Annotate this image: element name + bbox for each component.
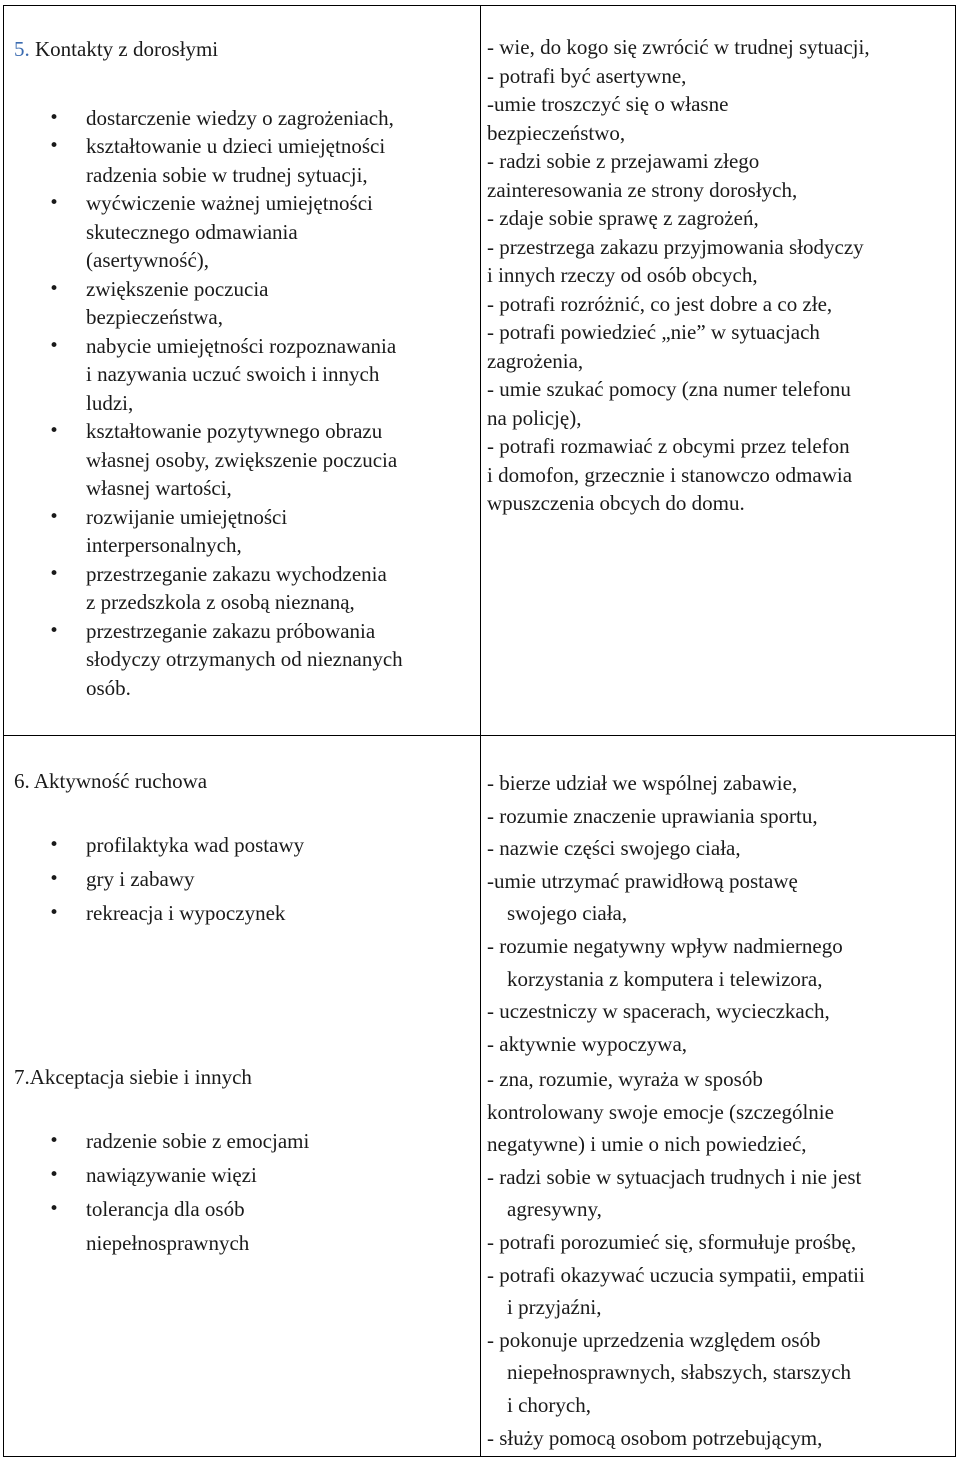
list-item-text: • kształtowanie u dzieci umiejętności: [86, 134, 386, 158]
list-item: [14, 104, 469, 133]
section-7-goal-list: [14, 1124, 469, 1260]
list-item: [14, 332, 469, 418]
outcome-line: zagrożenia,: [487, 348, 584, 373]
list-item-text: • nabycie umiejętności rozpoznawania: [86, 333, 397, 358]
outcome-line: - potrafi porozumieć się, sformułuje prośbę,: [487, 1229, 857, 1254]
list-item-text: • zwiększenie poczucia: [86, 276, 269, 301]
section-6-title: 6. Aktywność ruchowa: [14, 769, 208, 793]
outcome-line: - zdaje sobie sprawę z zagrożeń,: [487, 206, 759, 230]
list-item-text: bezpieczeństwa,: [86, 305, 224, 329]
list-item: [14, 896, 469, 930]
list-item-text: • rozwijanie umiejętności: [86, 504, 288, 529]
outcome-line: negatywne) i umie o nich powiedzieć,: [487, 1132, 807, 1157]
section-7-outcomes: [487, 1063, 949, 1454]
outcome-line: - nazwie części swojego ciała,: [487, 836, 741, 861]
list-item-text: słodyczy otrzymanych od nieznanych: [86, 647, 403, 671]
list-item: [14, 560, 469, 617]
list-item: [14, 417, 469, 503]
section-6-goals: [14, 767, 469, 930]
section-5-goal-list: [14, 104, 469, 703]
list-item: [14, 275, 469, 332]
row-divider: [4, 735, 955, 736]
list-item: [14, 617, 469, 703]
outcome-line: - rozumie znaczenie uprawiania sportu,: [487, 803, 818, 828]
outcome-line: zainteresowania ze strony dorosłych,: [487, 177, 798, 202]
outcome-line: niepełnosprawnych, słabszych, starszych: [507, 1360, 852, 1385]
list-item: [14, 1158, 469, 1192]
outcome-line: i domofon, grzecznie i stanowczo odmawia: [487, 462, 853, 487]
list-item-text: • wyćwiczenie ważnej umiejętności: [86, 191, 373, 215]
outcome-line: agresywny,: [507, 1197, 602, 1222]
outcome-line: - potrafi rozróżnić, co jest dobre a co złe,: [487, 291, 833, 316]
list-item: [14, 1192, 469, 1260]
list-item: [14, 1124, 469, 1158]
outcome-line: - uczestniczy w spacerach, wycieczkach,: [487, 999, 830, 1024]
outcome-line: -umie troszczyć się o własne: [487, 92, 729, 116]
outcome-line: i innych rzeczy od osób obcych,: [487, 263, 758, 287]
list-item: [14, 503, 469, 560]
list-item-text: • tolerancja dla osób: [86, 1196, 245, 1221]
section-5-heading: [14, 35, 469, 64]
section-6-goal-list: [14, 828, 469, 930]
section-5-outcomes: [487, 33, 949, 518]
list-item-text: własnej osoby, zwiększenie poczucia: [86, 447, 398, 472]
list-item-text: • radzenie sobie z emocjami: [86, 1128, 310, 1153]
list-item-text: • nawiązywanie więzi: [86, 1162, 257, 1187]
list-item-text: osób.: [86, 675, 131, 700]
list-item-text: • przestrzeganie zakazu próbowania: [86, 618, 376, 643]
outcome-line: - bierze udział we wspólnej zabawie,: [487, 771, 798, 795]
list-item: [14, 862, 469, 896]
outcome-line: - potrafi być asertywne,: [487, 63, 687, 88]
list-item-text: • kształtowanie pozytywnego obrazu: [86, 419, 383, 443]
outcome-line: swojego ciała,: [507, 901, 628, 926]
outcome-line: - radzi sobie w sytuacjach trudnych i nie jest: [487, 1164, 862, 1189]
section-7-title: 7.Akceptacja siebie i innych: [14, 1065, 252, 1089]
list-item-text: z przedszkola z osobą nieznaną,: [86, 590, 355, 614]
section-5-goals: [14, 35, 469, 702]
section-5-number: 5.: [14, 37, 30, 61]
outcome-line: i przyjaźni,: [507, 1295, 602, 1320]
list-item-text: • dostarczenie wiedzy o zagrożeniach,: [86, 105, 394, 130]
list-item-text: (asertywność),: [86, 248, 210, 272]
outcome-line: - służy pomocą osobom potrzebującym,: [487, 1425, 823, 1450]
outcome-line: - radzi sobie z przejawami złego: [487, 149, 760, 173]
list-item: [14, 828, 469, 862]
outcome-line: wpuszczenia obcych do domu.: [487, 491, 745, 515]
outcome-line: - wie, do kogo się zwrócić w trudnej sytuacji,: [487, 35, 870, 59]
outcome-line: bezpieczeństwo,: [487, 120, 626, 145]
outcome-line: - potrafi okazywać uczucia sympatii, empatii: [487, 1262, 865, 1287]
outcome-line: - aktywnie wypoczywa,: [487, 1031, 688, 1056]
outcome-line: -umie utrzymać prawidłową postawę: [487, 868, 798, 893]
list-item-text: radzenia sobie w trudnej sytuacji,: [86, 162, 368, 187]
outcome-line: i chorych,: [507, 1392, 591, 1417]
list-item: [14, 189, 469, 275]
outcome-line: kontrolowany swoje emocje (szczególnie: [487, 1099, 834, 1124]
outcome-line: - zna, rozumie, wyraża w sposób: [487, 1067, 763, 1091]
column-divider: [480, 6, 481, 1456]
list-item-text: własnej wartości,: [86, 476, 232, 500]
outcome-line: - przestrzega zakazu przyjmowania słodyczy: [487, 234, 864, 259]
outcome-line: korzystania z komputera i telewizora,: [507, 966, 823, 991]
list-item-text: rekreacja i wypoczynek: [86, 900, 286, 925]
list-item-text: ludzi,: [86, 390, 134, 415]
outcome-line: - pokonuje uprzedzenia względem osób: [487, 1327, 821, 1352]
outcome-line: - umie szukać pomocy (zna numer telefonu: [487, 377, 851, 401]
list-item-text: interpersonalnych,: [86, 533, 242, 557]
list-item-text: skutecznego odmawiania: [86, 219, 298, 244]
section-5-title: Kontakty z dorosłymi: [29, 37, 219, 61]
outcome-line: - potrafi rozmawiać z obcymi przez telefon: [487, 434, 850, 458]
list-item: [14, 132, 469, 189]
outcome-line: - rozumie negatywny wpływ nadmiernego: [487, 933, 843, 958]
section-7-goals: [14, 1063, 469, 1260]
list-item-text: i nazywania uczuć swoich i innych: [86, 362, 380, 386]
list-item-text: profilaktyka wad postawy: [86, 832, 305, 857]
list-item-text: • przestrzeganie zakazu wychodzenia: [86, 561, 387, 586]
list-item-text: niepełnosprawnych: [86, 1230, 250, 1255]
outcome-line: na policję),: [487, 405, 582, 430]
list-item-text: gry i zabawy: [86, 866, 195, 891]
outcome-line: - potrafi powiedzieć „nie” w sytuacjach: [487, 320, 820, 344]
section-6-outcomes: [487, 767, 949, 1060]
